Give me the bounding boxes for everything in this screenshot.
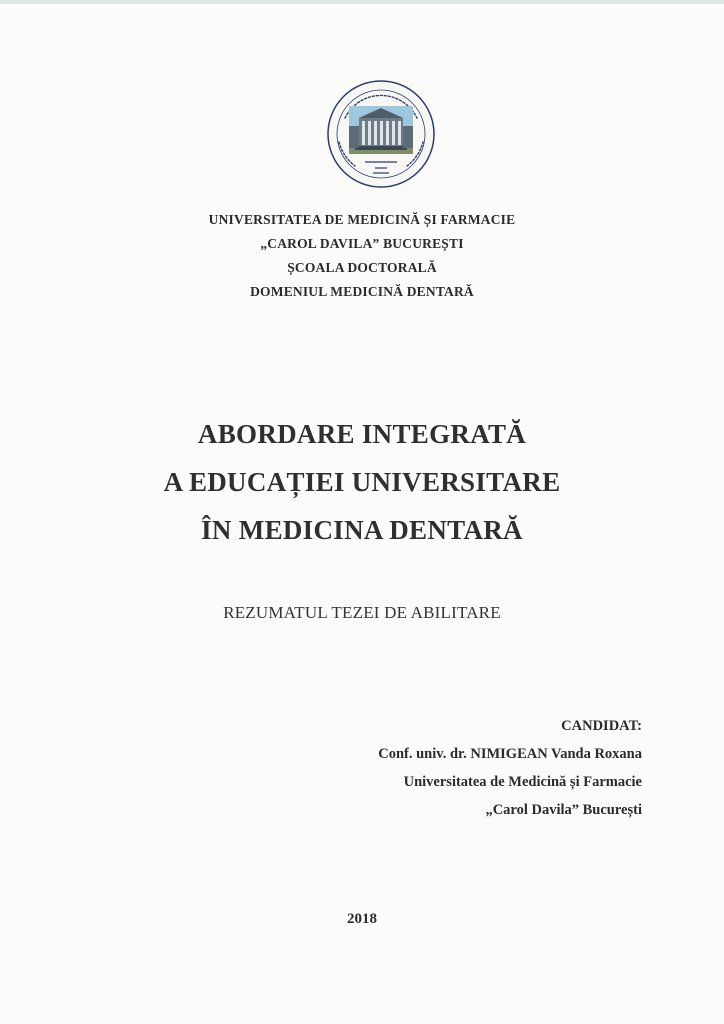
candidate-info (378, 712, 642, 824)
candidate-label: CANDIDAT: (561, 718, 642, 734)
header-domain: DOMENIUL MEDICINĂ DENTARĂ (250, 284, 474, 299)
title-line-1: ABORDARE INTEGRATĂ (197, 419, 527, 449)
university-seal-icon (325, 78, 437, 190)
page-top-edge (0, 0, 724, 4)
thesis-title (0, 410, 724, 554)
title-line-3: ÎN MEDICINA DENTARĂ (201, 515, 523, 545)
header-university: UNIVERSITATEA DE MEDICINĂ ȘI FARMACIE (208, 212, 516, 227)
thesis-subtitle: REZUMATUL TEZEI DE ABILITARE (223, 603, 501, 622)
header-university-name: „CAROL DAVILA” BUCUREȘTI (260, 236, 464, 251)
candidate-institution: Universitatea de Medicină și Farmacie (403, 774, 642, 790)
candidate-name: Conf. univ. dr. NIMIGEAN Vanda Roxana (378, 746, 642, 762)
header-doctoral-school: ȘCOALA DOCTORALĂ (287, 260, 437, 275)
institution-header (0, 208, 724, 304)
title-line-2: A EDUCAȚIEI UNIVERSITARE (163, 467, 561, 497)
candidate-institution-city: „Carol Davila” București (485, 802, 642, 818)
year: 2018 (347, 911, 377, 927)
